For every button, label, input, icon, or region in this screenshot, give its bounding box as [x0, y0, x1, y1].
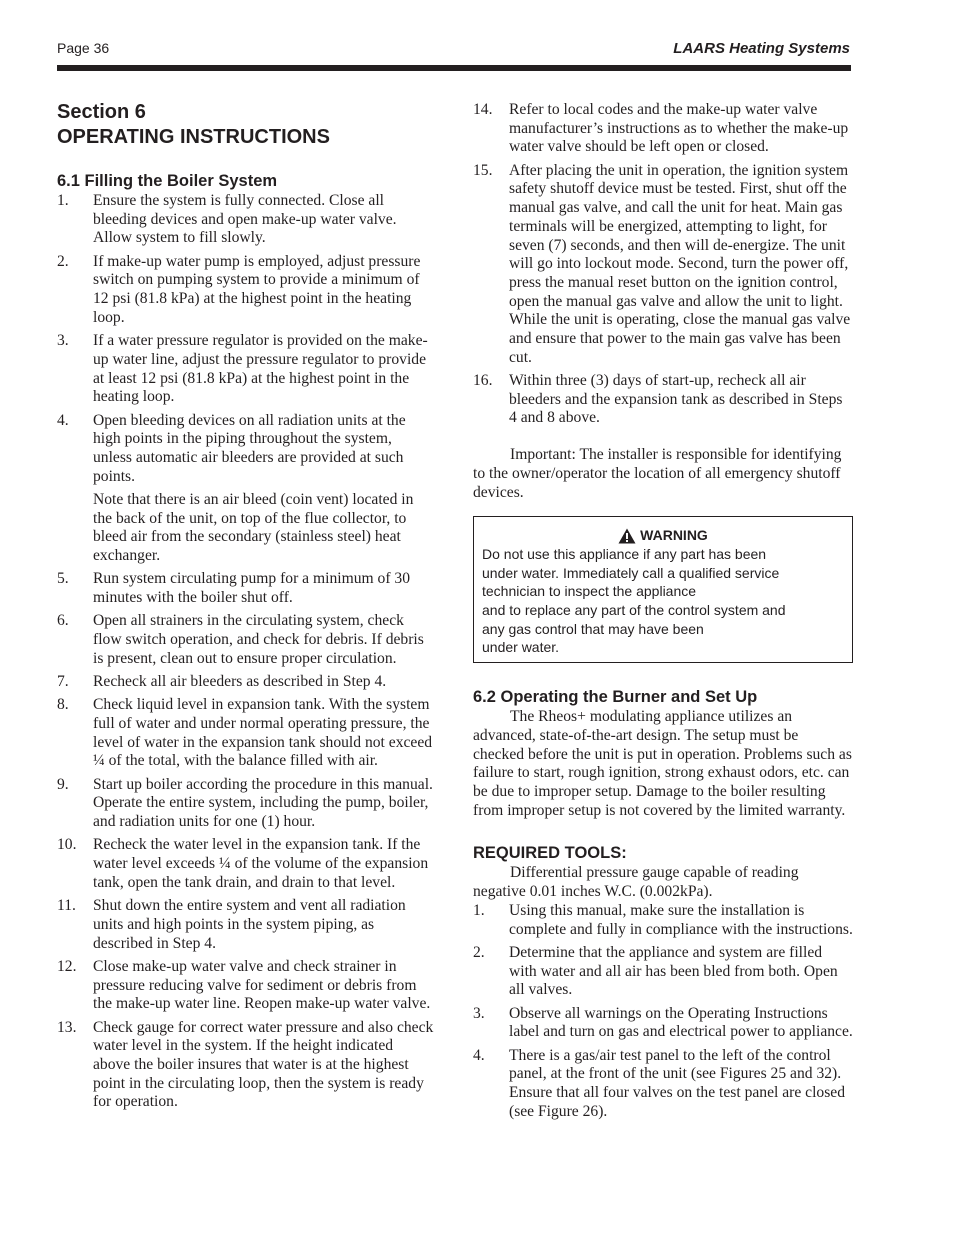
list-item: 1. Using this manual, make sure the installation is complete and fully in compliance with the instructions.: [473, 901, 853, 938]
list-item: 9. Start up boiler according the procedure in this manual. Operate the entire system, including the pump, boiler, and radiation units for one (1) hour.: [57, 775, 433, 831]
subsection-6-1-title: 6.1 Filling the Boiler System: [57, 172, 278, 190]
required-tools-heading: REQUIRED TOOLS:: [473, 844, 627, 863]
warning-line: under water.: [482, 639, 560, 656]
list-item: 14. Refer to local codes and the make-up water valve manufacturer’s instructions as to whether the make-up water valve should be left open or closed.: [473, 101, 849, 156]
warning-line: and to replace any part of the control system and: [482, 602, 786, 619]
page-number: Page 36: [57, 40, 110, 56]
list-item: 11. Shut down the entire system and vent all radiation units and high points in the system piping, as described in Step 4.: [57, 897, 406, 952]
list-item: 2. If make-up water pump is employed, adjust pressure switch on pumping system to provide a minimum of 12 psi (81.8 kPa) at the highest point in the heating loop.: [57, 252, 421, 326]
list-item: 15. After placing the unit in operation, the ignition system safety shutoff device must be tested. First, shut off the manual gas valve, and call the unit for heat. Main gas terminals will be energized, attempting to light, for seven (7) seconds, and then will de-energize. The unit will go into lockout mode. Second, turn the power off, press the manual reset button on the ignition control, open the manual gas valve and allow the unit to light. While the unit is operating, close the manual gas valve and ensure that power to the main gas valve has been cut.: [473, 161, 851, 366]
important-note: Important: The installer is responsible for identifying to the owner/operator the location of all emergency shutoff devices.: [473, 446, 842, 501]
warning-line: under water. Immediately call a qualified service: [482, 564, 780, 581]
list-item: 6. Open all strainers in the circulating system, check flow switch operation, and check for debris. If debris is present, clean out to ensure proper circulation.: [57, 612, 424, 667]
list-item: 3. If a water pressure regulator is provided on the make-up water line, adjust the pressure regulator to provide at least 12 psi (81.8 kPa) at the highest point in the heating loop.: [57, 332, 428, 406]
section-number: Section 6: [57, 101, 146, 123]
list-item: 13. Check gauge for correct water pressure and also check water level in the system. If the height indicated above the boiler insures that water is at the highest point in the circulating loop, then the system is ready for operation.: [57, 1018, 434, 1111]
list-item: 1. Ensure the system is fully connected. Close all bleeding devices and open make-up water valve. Allow system to fill slowly.: [57, 192, 397, 247]
list-item: 8. Check liquid level in expansion tank. With the system full of water and under normal operating pressure, the level of water in the expansion tank should not exceed ¼ of the total, with the balance filled with air.: [57, 696, 433, 770]
list-item: 5. Run system circulating pump for a minimum of 30 minutes with the boiler shut off.: [57, 570, 411, 607]
air-bleed-note: Note that there is an air bleed (coin vent) located in the back of the unit, on top of the flue collector, to bleed air from the secondary (stainless steel) heat exchanger.: [93, 490, 414, 565]
warning-line: technician to inspect the appliance: [482, 583, 697, 600]
setup-paragraph: The Rheos+ modulating appliance utilizes an advanced, state-of-the-art design. The setup must be checked before the unit is put in operation. Problems such as failure to start, rough ignition, strong exhaust odors, etc. can be due to improper setup. Damage to the boiler resulting from improper setup is not covered by the limited warranty.: [473, 708, 852, 819]
list-item: 7. Recheck all air bleeders as described in Step 4.: [57, 673, 387, 691]
warning-icon: [618, 528, 636, 544]
list-item: 4. There is a gas/air test panel to the left of the control panel, at the front of the unit (see Figures 25 and 32). Ensure that all four valves on the test panel are closed (see Figure 26).: [473, 1046, 846, 1120]
list-item: 10. Recheck the water level in the expansion tank. If the water level exceeds ¼ of the volume of the expansion tank, open the tank drain, and drain to that level.: [57, 836, 429, 891]
section-title: [57, 100, 434, 150]
warning-heading: WARNING: [482, 526, 844, 545]
subsection-6-2-title: 6.2 Operating the Burner and Set Up: [473, 688, 758, 707]
warning-line: Do not use this appliance if any part has been: [482, 545, 767, 562]
warning-box: [473, 516, 853, 663]
left-column: [57, 100, 434, 1117]
tools-paragraph: Differential pressure gauge capable of reading negative 0.01 inches W.C. (0.002kPa).: [473, 864, 799, 901]
list-item: 4. Open bleeding devices on all radiation units at the high points in the piping throughout the system, unless automatic air bleeders are provided at such points.: [57, 411, 406, 485]
warning-line: any gas control that may have been: [482, 620, 704, 637]
list-item: 3. Observe all warnings on the Operating Instructions label and turn on gas and electrical power to appliance.: [473, 1004, 853, 1041]
section-heading: OPERATING INSTRUCTIONS: [57, 126, 330, 148]
right-column: [473, 101, 853, 1126]
list-item: 2. Determine that the appliance and system are filled with water and all air has been bled from both. Open all valves.: [473, 943, 838, 999]
list-item: 16. Within three (3) days of start-up, recheck all air bleeders and the expansion tank as described in Steps 4 and 8 above.: [473, 372, 843, 427]
header-rule: [57, 65, 851, 71]
list-item: 12. Close make-up water valve and check strainer in pressure reducing valve for sediment or debris from the make-up water line. Reopen make-up water valve.: [57, 957, 431, 1013]
brand-header: LAARS Heating Systems: [673, 40, 850, 57]
